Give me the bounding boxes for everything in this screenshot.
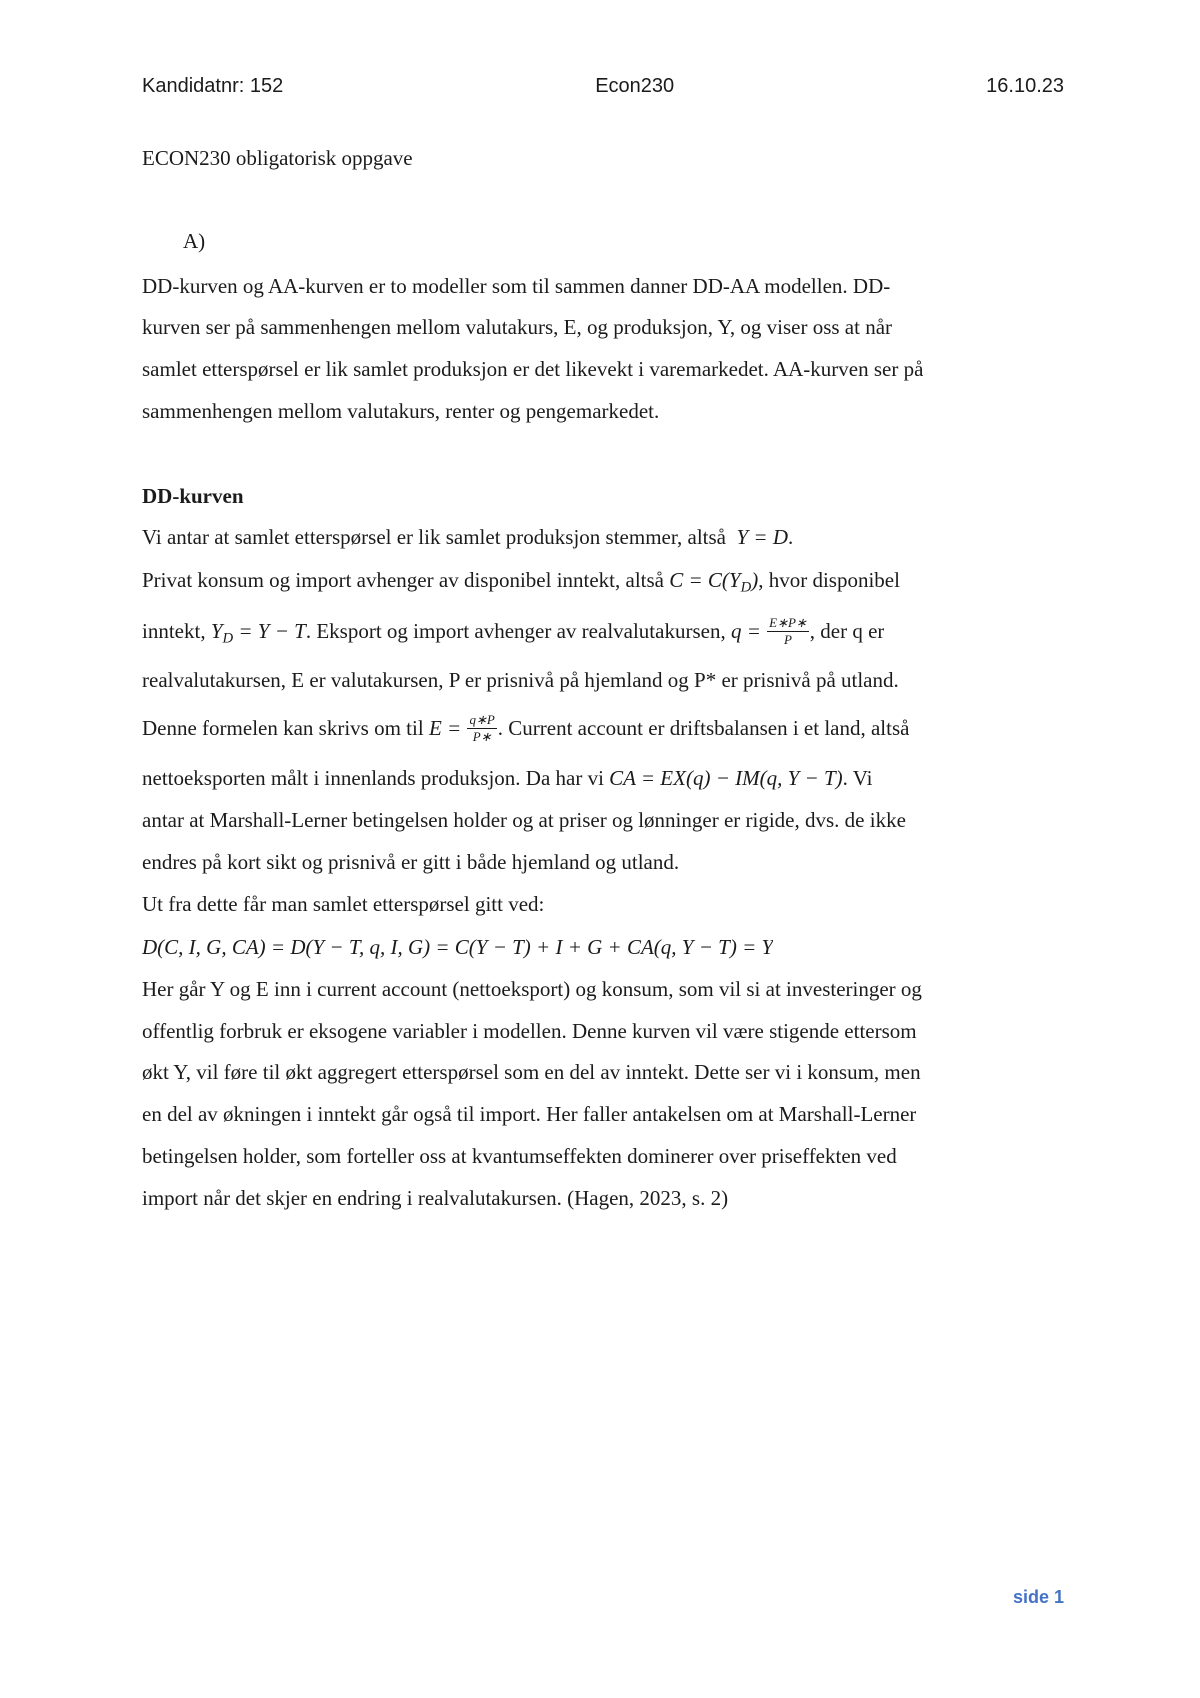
text-segment: import når det skjer en endring i realvalutakursen. (Hagen, 2023, s. 2) <box>142 1186 729 1210</box>
fraction-numerator: q∗P <box>469 714 495 727</box>
subscript: D <box>740 579 752 596</box>
fraction <box>467 714 496 744</box>
fraction <box>767 617 809 647</box>
intro-line <box>142 397 659 425</box>
body-line <box>142 890 544 918</box>
text-segment: , hvor disponibel <box>758 568 900 592</box>
subscript: D <box>222 630 234 647</box>
body-line <box>142 617 884 652</box>
page-header <box>142 74 1064 98</box>
body-line <box>142 1017 917 1045</box>
fraction-denominator: P∗ <box>472 728 492 744</box>
candidate-number: Kandidatnr: 152 <box>142 75 284 97</box>
text-segment: , der q er <box>809 619 885 643</box>
body-line <box>142 523 793 551</box>
math-segment: ) <box>751 568 759 592</box>
text-segment: Ut fra dette får man samlet etterspørsel gitt ved: <box>142 892 545 916</box>
text-segment: nettoeksporten målt i innenlands produksjon. Da har vi <box>142 766 610 790</box>
document-title: ECON230 obligatorisk oppgave <box>142 146 413 170</box>
text-segment: realvalutakursen, E er valutakursen, P er prisnivå på hjemland og P* er prisnivå på utland. <box>142 668 899 692</box>
text-segment: betingelsen holder, som forteller oss at kvantumseffekten dominerer over priseffekten ved <box>142 1144 897 1168</box>
intro-line <box>142 355 923 383</box>
text-segment: sammenhengen mellom valutakurs, renter og pengemarkedet. <box>142 399 660 423</box>
fraction-numerator: E∗P∗ <box>769 617 807 630</box>
body-line <box>142 1142 897 1170</box>
text-segment: inntekt, <box>142 619 211 643</box>
text-segment: . Vi <box>842 766 873 790</box>
intro-line <box>142 313 892 341</box>
body-line <box>142 1184 728 1212</box>
body-line <box>142 975 922 1003</box>
text-segment: DD-kurven og AA-kurven er to modeller som til sammen danner DD-AA modellen. DD- <box>142 274 891 298</box>
math-segment: q = <box>730 619 767 643</box>
math-segment: Y <box>210 619 223 643</box>
list-marker: A) <box>183 229 206 253</box>
body-line <box>142 848 679 876</box>
text-segment: økt Y, vil føre til økt aggregert etterspørsel som en del av inntekt. Dette ser vi i konsum, men <box>142 1060 921 1084</box>
text-segment: Privat konsum og import avhenger av disponibel inntekt, altså <box>142 568 670 592</box>
fraction-denominator: P <box>783 631 792 647</box>
math-segment: E = <box>428 716 467 740</box>
math-segment: CA = EX(q) − IM(q, Y − T) <box>609 766 843 790</box>
body-line <box>142 764 872 792</box>
text-segment: Her går Y og E inn i current account (nettoeksport) og konsum, som vil si at investeringer og <box>142 977 922 1001</box>
intro-line <box>142 272 890 300</box>
section-heading: DD-kurven <box>142 484 244 508</box>
course-code: Econ230 <box>595 75 675 97</box>
text-segment: Denne formelen kan skrivs om til <box>142 716 429 740</box>
math-segment: D(C, I, G, CA) = D(Y − T, q, I, G) = C(Y − T) + I + G + CA(q, Y − T) = Y <box>142 935 774 959</box>
text-segment: . <box>788 525 794 549</box>
body-line <box>142 566 900 601</box>
math-segment: C = C(Y <box>669 568 741 592</box>
page-number: side 1 <box>1012 1587 1064 1607</box>
body-line <box>142 1058 921 1086</box>
text-segment: offentlig forbruk er eksogene variabler i modellen. Denne kurven vil være stigende ettersom <box>142 1019 917 1043</box>
text-segment: antar at Marshall-Lerner betingelsen holder og at priser og lønninger er rigide, dvs. de ikke <box>142 808 906 832</box>
text-segment: . Eksport og import avhenger av realvalutakursen, <box>305 619 731 643</box>
text-segment: Vi antar at samlet etterspørsel er lik samlet produksjon stemmer, altså <box>142 525 737 549</box>
text-segment: samlet etterspørsel er lik samlet produksjon er det likevekt i varemarkedet. AA-kurven ser på <box>142 357 924 381</box>
math-segment: = Y − T <box>233 619 306 643</box>
body-line <box>142 1100 916 1128</box>
math-segment: Y = D <box>736 525 788 549</box>
body-line <box>142 666 899 694</box>
body-line <box>142 806 906 834</box>
text-segment: kurven ser på sammenhengen mellom valutakurs, E, og produksjon, Y, og viser oss at når <box>142 315 893 339</box>
document-date: 16.10.23 <box>986 75 1064 97</box>
text-segment: . Current account er driftsbalansen i et land, altså <box>497 716 910 740</box>
text-segment: endres på kort sikt og prisnivå er gitt i både hjemland og utland. <box>142 850 680 874</box>
text-segment: en del av økningen i inntekt går også til import. Her faller antakelsen om at Marshall-Lerner <box>142 1102 917 1126</box>
body-line <box>142 714 909 744</box>
body-line <box>142 933 773 961</box>
